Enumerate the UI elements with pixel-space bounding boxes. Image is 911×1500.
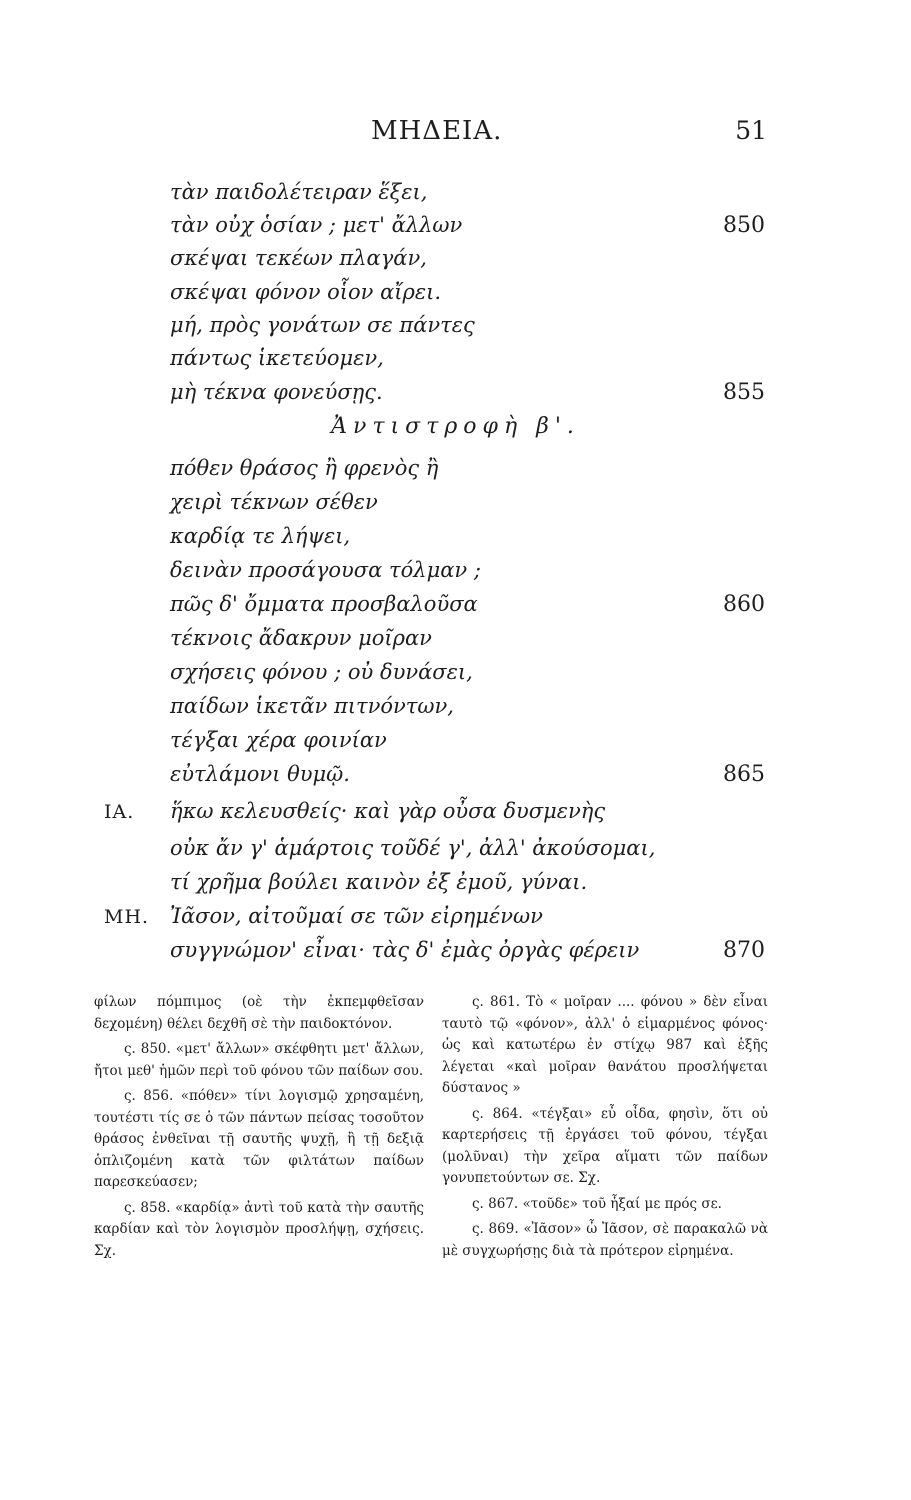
verse-text: σκέψαι τεκέων πλαγάν, xyxy=(170,246,427,270)
verse-line xyxy=(0,660,911,694)
verse-text: τὰν παιδολέτειραν ἕξει, xyxy=(170,180,428,204)
verse-line xyxy=(0,456,911,490)
footnote: ς. 850. «μετ' ἄλλων» σκέφθητι μετ' ἄλλων, ἤτοι μεθ' ἡμῶν περὶ τοῦ φόνου τῶν παίδων σου. xyxy=(94,1041,424,1079)
verse-line xyxy=(0,728,911,762)
speaker-label: ΜΗ. xyxy=(104,906,150,928)
verse-text: ἥκω κελευσθείς· καὶ γὰρ οὖσα δυσμενὴς xyxy=(170,799,606,823)
verse-line xyxy=(0,938,911,972)
footnote: ς. 867. «τοῦδε» τοῦ ἧξαί με πρός σε. xyxy=(472,1195,722,1212)
verse-line xyxy=(0,246,911,280)
verse-text: δεινὰν προσάγουσα τόλμαν ; xyxy=(170,558,481,582)
verse-text: πῶς δ' ὄμματα προσβαλοῦσα xyxy=(170,592,478,616)
running-title: ΜΗΔΕΙΑ. xyxy=(371,116,503,146)
page-number: 51 xyxy=(735,116,767,145)
verse-line xyxy=(0,313,911,347)
notes-right-column xyxy=(442,992,768,1266)
verse-line xyxy=(0,213,911,247)
verse-line xyxy=(0,694,911,728)
footnote: ς. 864. «τέγξαι» εὖ οἶδα, φησὶν, ὅτι οὐ καρτερήσεις τῇ ἐργάσει τοῦ φόνου, τέγξαι (μολῦναι) τὴν χεῖρα αἵματι τῶν παίδων γονυπετούντων σε. Σχ. xyxy=(442,1105,768,1186)
verse-line xyxy=(0,280,911,314)
verse-text: πάντως ἱκετεύομεν, xyxy=(170,346,384,370)
verse-line xyxy=(0,380,911,414)
verse-text: σχήσεις φόνου ; οὐ δυνάσει, xyxy=(170,660,473,684)
verse-text: μή, πρὸς γονάτων σε πάντες xyxy=(170,313,475,337)
verse-text: τί χρῆμα βούλει καινὸν ἐξ ἐμοῦ, γύναι. xyxy=(170,870,588,894)
verse-line xyxy=(0,180,911,214)
verse-line xyxy=(0,836,911,870)
verse-text: πόθεν θράσος ἢ φρενὸς ἢ xyxy=(170,456,439,480)
line-number: 865 xyxy=(723,762,765,787)
verse-text: συγγνώμον' εἶναι· τὰς δ' ἐμὰς ὀργὰς φέρειν xyxy=(170,938,640,962)
verse-text: εὐτλάμονι θυμῷ. xyxy=(170,762,350,786)
verse-line xyxy=(0,870,911,904)
footnote: ς. 856. «πόθεν» τίνι λογισμῷ χρησαμένη, τουτέστι τίς σε ὁ τῶν πάντων πείσας τοσοῦτον θράσος ἐνθεῖναι τῇ σαυτῆς ψυχῇ, ἢ τῇ δεξιᾷ ὁπλιζομένη κατὰ τῶν φιλτάτων παίδων παρεσκεύασεν; xyxy=(94,1088,424,1190)
verse-text: χειρὶ τέκνων σέθεν xyxy=(170,490,378,514)
footnote: φίλων πόμπιμος (οὲ τὴν ἐκπεμφθεῖσαν δεχομένη) θέλει δεχθῆ σὲ τὴν παιδοκτόνον. xyxy=(94,994,424,1032)
footnote: ς. 858. «καρδίᾳ» ἀντὶ τοῦ κατὰ τὴν σαυτῆς καρδίαν καὶ τὸν λογισμὸν προσλήψῃ, σχήσεις. Σχ. xyxy=(94,1199,424,1259)
verse-text: Ἰᾶσον, αἰτοῦμαί σε τῶν εἰρημένων xyxy=(170,904,543,928)
verse-text: τέκνοις ἄδακρυν μοῖραν xyxy=(170,626,432,650)
verse-text: καρδίᾳ τε λήψει, xyxy=(170,524,351,548)
verse-text: μὴ τέκνα φονεύσῃς. xyxy=(170,380,383,404)
notes-left-column xyxy=(94,992,424,1266)
verse-line xyxy=(0,490,911,524)
footnote: ς. 869. «Ἰᾶσον» ὦ Ἰᾶσον, σὲ παρακαλῶ νὰ μὲ συγχωρήσῃς διὰ τὰ πρότερον εἰρημένα. xyxy=(442,1221,768,1259)
verse-line xyxy=(0,524,911,558)
footnote: ς. 861. Τὸ « μοῖραν .... φόνου » δὲν εἶναι ταυτὸ τῷ «φόνον», ἀλλ' ὁ εἱμαρμένος φόνος· ὡς καὶ κατωτέρω ἐν στίχῳ 987 καὶ ἑξῆς λέγεται «καὶ μοῖραν θανάτου προσλήψεται δύστανος » xyxy=(442,994,768,1096)
verse-line xyxy=(0,904,911,938)
verse-text: παίδων ἱκετᾶν πιτνόντων, xyxy=(170,694,454,718)
verse-line xyxy=(0,799,911,833)
speaker-label: ΙΑ. xyxy=(104,801,135,823)
verse-line xyxy=(0,592,911,626)
strophe-heading: Ἀντιστροφὴ β'. xyxy=(331,414,580,439)
verse-text: σκέψαι φόνον οἷον αἴρει. xyxy=(170,280,442,304)
verse-line xyxy=(0,762,911,796)
verse-line xyxy=(0,626,911,660)
verse-text: τέγξαι χέρα φοινίαν xyxy=(170,728,387,752)
verse-text: οὐκ ἄν γ' ἁμάρτοις τοῦδέ γ', ἀλλ' ἀκούσομαι, xyxy=(170,836,656,860)
line-number: 855 xyxy=(723,380,765,405)
line-number: 870 xyxy=(723,938,765,963)
line-number: 860 xyxy=(723,592,765,617)
verse-text: τὰν οὐχ ὁσίαν ; μετ' ἄλλων xyxy=(170,213,463,237)
verse-line xyxy=(0,558,911,592)
line-number: 850 xyxy=(723,213,765,238)
verse-line xyxy=(0,346,911,380)
